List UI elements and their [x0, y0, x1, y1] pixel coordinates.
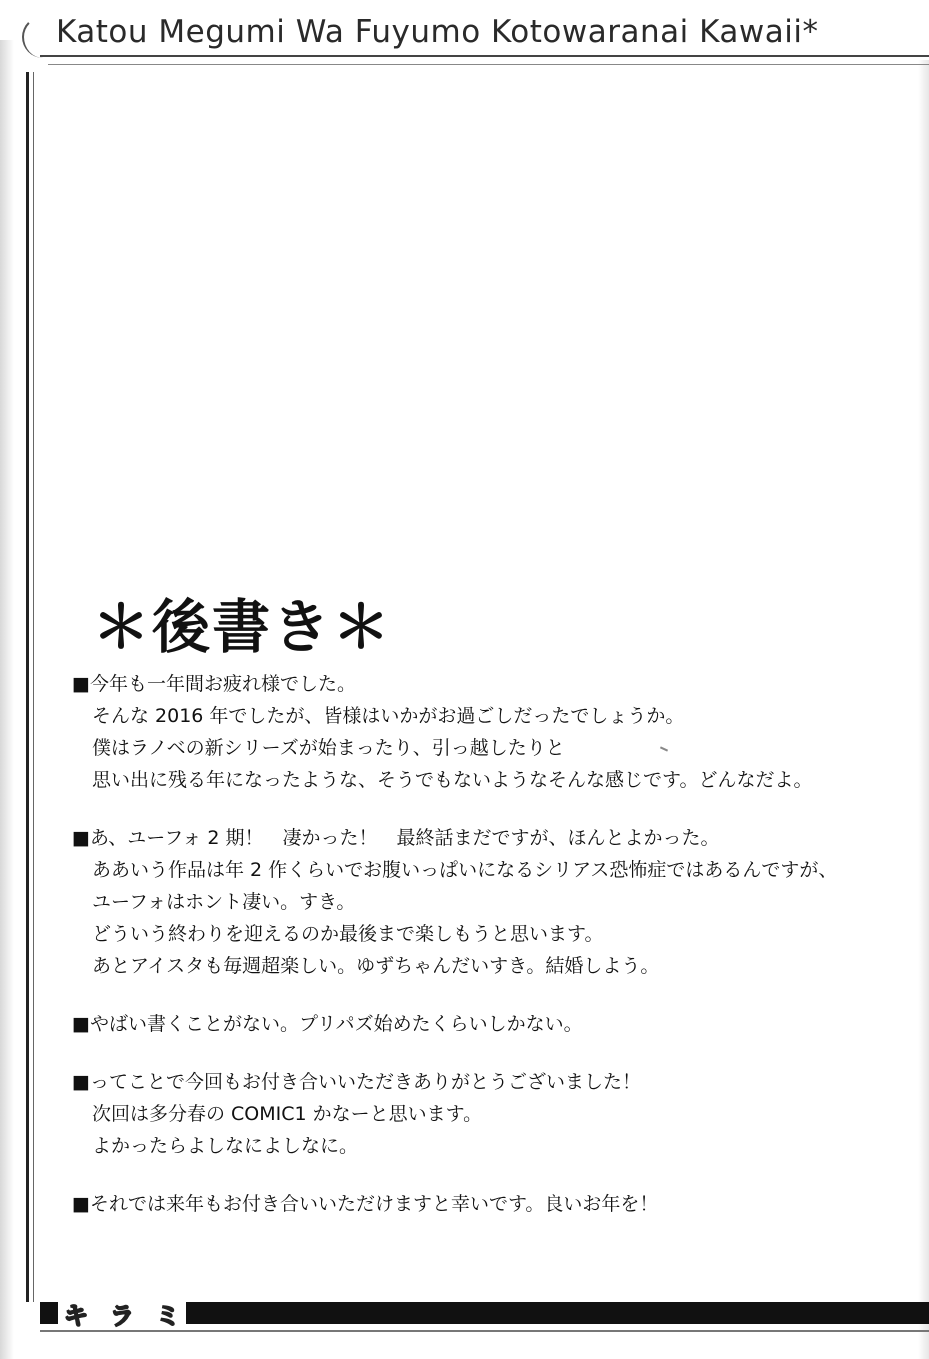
afterword-heading: ＊後書き＊ — [92, 593, 393, 661]
text-line: ■それでは来年もお付き合いいただけますと幸いです。良いお年を！ — [72, 1193, 659, 1215]
page-header-title: Katou Megumi Wa Fuyumo Kotowaranai Kawaii* — [56, 14, 819, 50]
left-frame-line-thin — [33, 72, 34, 1302]
page-left-shadow — [0, 40, 14, 1359]
text-line: 僕はラノベの新シリーズが始まったり、引っ越したりと — [92, 737, 565, 759]
text-line: 思い出に残る年になったような、そうでもないようなそんな感じです。どんなだよ。 — [92, 769, 813, 791]
text-line: そんな 2016 年でしたが、皆様はいかがお過ごしだったでしょうか。 — [92, 705, 685, 727]
afterword-body — [72, 668, 912, 1246]
text-line: ■やばい書くことがない。プリパズ始めたくらいしかない。 — [72, 1013, 583, 1035]
text-line: ■ってことで今回もお付き合いいただきありがとうございました！ — [72, 1071, 641, 1093]
paragraph — [72, 1008, 912, 1040]
text-line: ■あ、ユーフォ 2 期！ 凄かった！ 最終話まだですが、ほんとよかった。 — [72, 827, 720, 849]
logo-glyph: キ — [64, 1301, 88, 1330]
text-line: どういう終わりを迎えるのか最後まで楽しもうと思います。 — [92, 923, 604, 945]
logo-glyph: ミ — [156, 1301, 180, 1330]
logo-glyph: ラ — [110, 1301, 134, 1330]
header-rule-thin — [48, 64, 929, 65]
text-line: ああいう作品は年 2 作くらいでお腹いっぱいになるシリアス恐怖症ではあるんですが、 — [92, 859, 838, 881]
page-right-shadow — [918, 60, 929, 1359]
text-line: ■今年も一年間お疲れ様でした。 — [72, 673, 356, 695]
paragraph — [72, 668, 912, 796]
text-line: 次回は多分春の COMIC1 かなーと思います。 — [92, 1103, 483, 1125]
footer-logo — [58, 1298, 186, 1328]
header-rule — [40, 55, 929, 57]
left-frame-line — [26, 72, 29, 1302]
text-line: ユーフォはホント凄い。すき。 — [92, 891, 356, 913]
text-line: あとアイスタも毎週超楽しい。ゆずちゃんだいすき。結婚しよう。 — [92, 955, 660, 977]
paragraph — [72, 1188, 912, 1220]
paragraph — [72, 822, 912, 982]
text-line: よかったらよしなによしなに。 — [92, 1135, 359, 1157]
paragraph — [72, 1066, 912, 1162]
